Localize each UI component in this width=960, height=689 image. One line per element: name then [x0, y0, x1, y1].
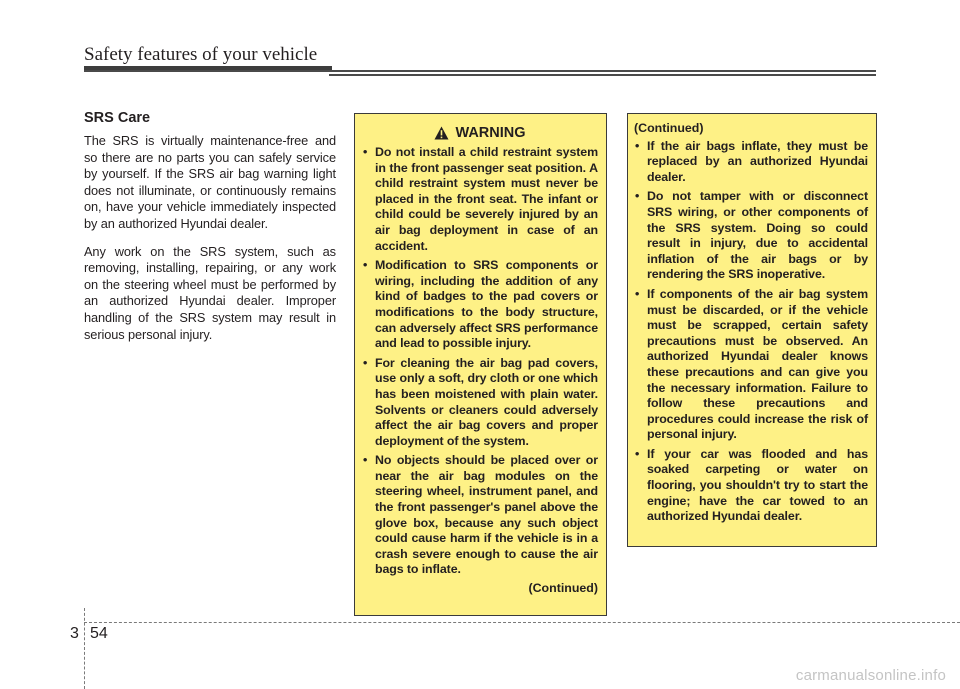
paragraph-1: The SRS is virtually maintenance-free and so there are no parts you can safely service by yourself. If the SRS air bag warning light does not illuminate, or continuously remains on, have your vehicle immediately inspected by an authorized Hyundai dealer.	[84, 133, 336, 231]
warning-item: • If your car was flooded and has soaked carpeting or water on flooring, you shouldn't try to start the engine; have the car towed to an authorized Hyundai dealer.	[634, 447, 868, 525]
section-heading: SRS Care	[84, 110, 151, 126]
paragraph-2: Any work on the SRS system, such as removing, installing, repairing, or any work on the steering wheel must be performed by an authorized Hyundai dealer. Improper handling of the SRS system may result in serious personal injury.	[84, 243, 336, 342]
footer-divider	[84, 608, 85, 689]
continued-label: (Continued)	[528, 581, 598, 596]
srs-care-section	[84, 110, 336, 354]
header-rule	[84, 70, 876, 72]
warning-item: • Modification to SRS components or wiring, including the addition of any kind of badges to the pad covers or modifications to the body structure, can adversely affect SRS performance and lead to possible injury.	[362, 258, 598, 352]
warning-heading	[362, 124, 598, 142]
warning-item: • If the air bags inflate, they must be replaced by an authorized Hyundai dealer.	[634, 139, 868, 186]
warning-triangle-icon	[434, 126, 449, 140]
warning-label: WARNING	[455, 125, 526, 141]
warning-list	[634, 139, 868, 525]
warning-box	[354, 113, 607, 616]
page-number: 54	[90, 625, 108, 642]
chapter-number: 3	[70, 625, 79, 642]
header-title: Safety features of your vehicle	[84, 44, 318, 65]
warning-item: • No objects should be placed over or near the air bag modules on the steering wheel, instrument panel, and the front passenger's panel above the glove box, because any such object could cause harm if the vehicle is in a crash severe enough to cause the air bags to inflate.	[362, 453, 598, 578]
footer-rule	[84, 622, 960, 623]
warning-box-continued	[627, 113, 877, 547]
continued-heading: (Continued)	[634, 121, 704, 135]
warning-item: • If components of the air bag system must be discarded, or if the vehicle must be scrapped, certain safety precautions must be observed. An authorized Hyundai dealer knows these precautions and can give you the necessary information. Failure to follow these precautions and procedures could increase the risk of personal injury.	[634, 287, 868, 443]
warning-item: • Do not tamper with or disconnect SRS wiring, or other components of the SRS system. Doing so could result in injury, due to accidental inflation of the air bags or by rendering the SRS inoperative.	[634, 189, 868, 283]
warning-item: • For cleaning the air bag pad covers, use only a soft, dry cloth or one which has been moistened with plain water. Solvents or cleaners could adversely affect the air bag covers and proper deployment of the system.	[362, 356, 598, 450]
warning-item: • Do not install a child restraint system in the front passenger seat position. A child restraint system must never be placed in the front seat. The infant or child could be severely injured by an air bag deployment in case of an accident.	[362, 145, 598, 254]
warning-list	[362, 145, 598, 578]
watermark: carmanualsonline.info	[795, 667, 946, 684]
